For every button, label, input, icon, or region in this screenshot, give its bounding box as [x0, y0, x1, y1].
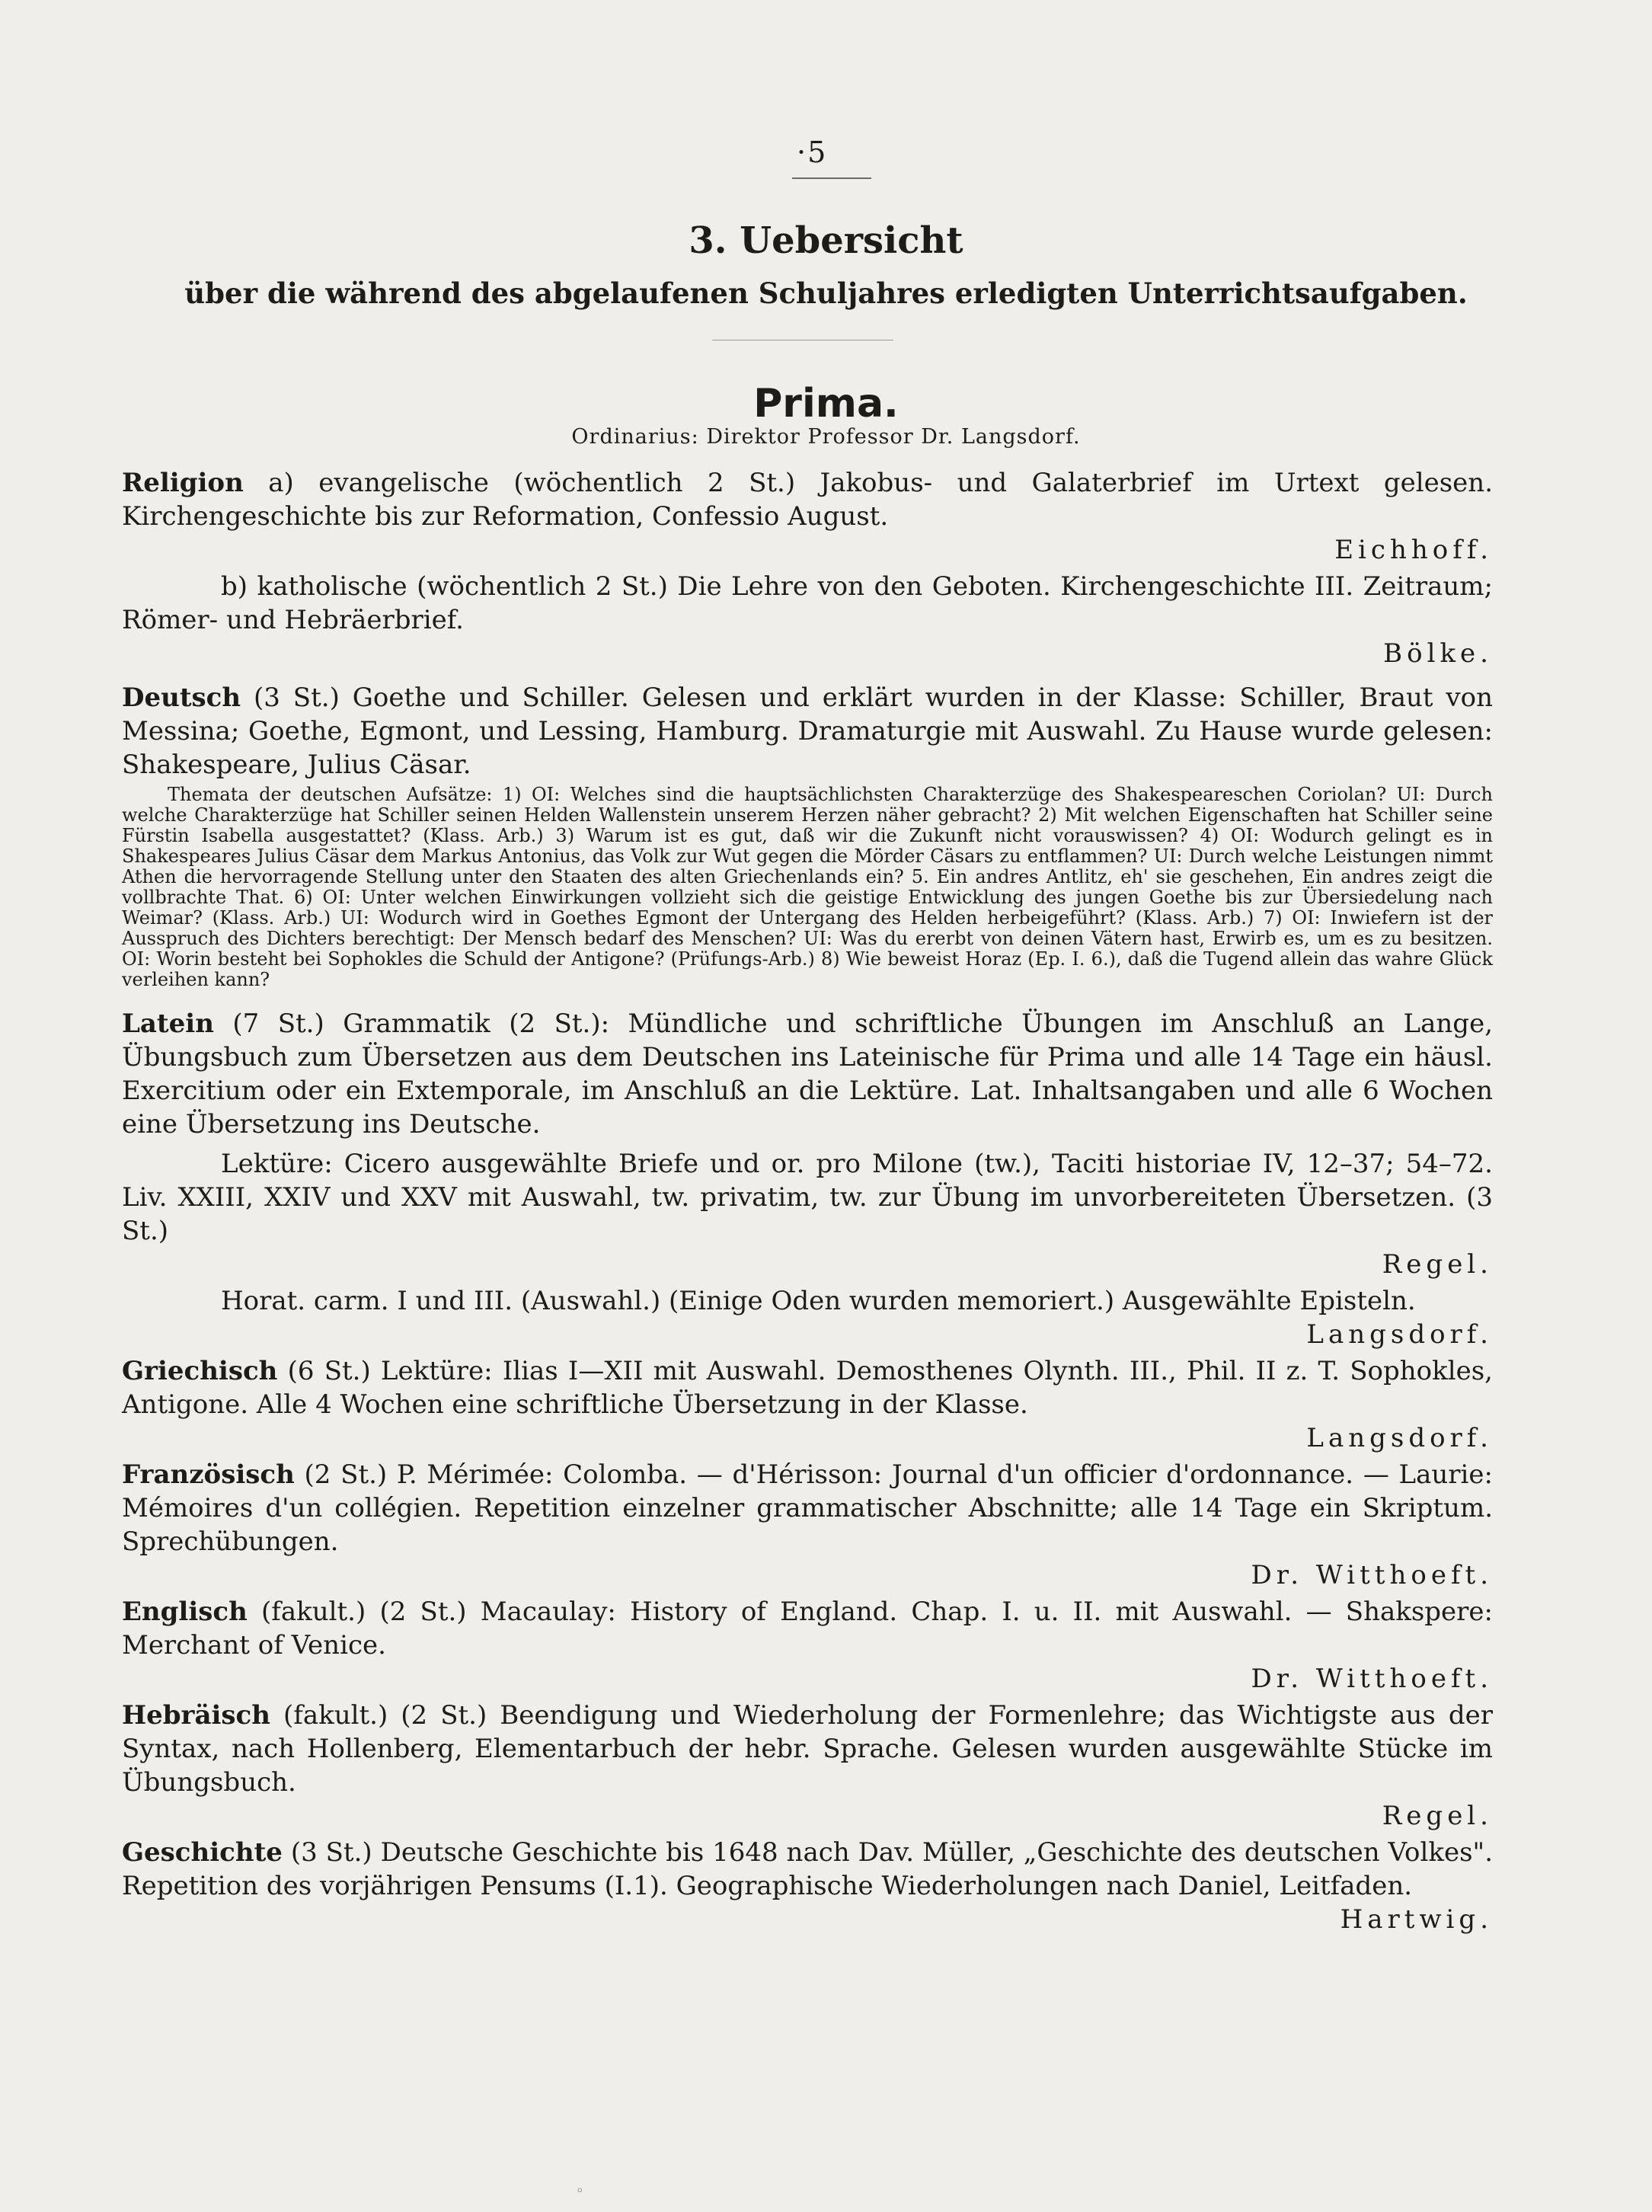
religion-a-teacher: Eichhoff. — [1334, 535, 1493, 565]
section-title: Prima. — [753, 381, 899, 427]
hebraeisch — [122, 1699, 1493, 1833]
geschichte-text: (3 St.) Deutsche Geschichte bis 1648 nach Dav. Müller, „Geschichte des deutschen Volkes". Repetition des vorjährigen Pensums (I.1). Geographische Wiederholungen nach Daniel, Leitfaden. — [122, 1837, 1494, 1901]
griechisch-teacher: Langsdorf. — [1306, 1423, 1493, 1453]
franzoesisch-text: (2 St.) P. Mérimée: Colomba. — d'Hérisson: Journal d'un officier d'ordonnance. — Laurie: Mémoires d'un collégien. Repetition einzelner grammatischer Abschnitte; alle 14 Tage ein Skriptum. Sprechübungen. — [122, 1459, 1493, 1557]
latein-grammatik-text: (7 St.) Grammatik (2 St.): Mündliche und schriftliche Übungen im Anschluß an Lange, Übungsbuch zum Übersetzen aus dem Deutschen ins Lateinische für Prima und alle 14 Tage ein häusl. Exercitium oder ein Extemporale, im Anschluß an die Lektüre. Lat. Inhaltsangaben und alle 6 Wochen eine Übersetzung ins Deutsche. — [122, 1009, 1493, 1140]
hebraeisch-text: (fakult.) (2 St.) Beendigung und Wiederholung der Formenlehre; das Wichtigste aus der Syntax, nach Hollenberg, Elementarbuch der hebr. Sprache. Gelesen wurden ausgewählte Stücke im Übungsbuch. — [122, 1700, 1493, 1798]
franzoesisch — [122, 1458, 1493, 1592]
latein-horat — [122, 1284, 1493, 1351]
latein-horat-text: Horat. carm. I und III. (Auswahl.) (Einige Oden wurden memoriert.) Ausgewählte Episteln. — [221, 1286, 1416, 1316]
latein-grammatik — [122, 1007, 1493, 1141]
top-rule — [792, 177, 871, 179]
englisch — [122, 1595, 1493, 1696]
hebraeisch-teacher: Regel. — [1382, 1801, 1493, 1831]
subject-hebraeisch: Hebräisch — [122, 1700, 270, 1731]
religion-b-teacher: Bölke. — [1383, 638, 1493, 669]
deutsch-themata: Themata der deutschen Aufsätze: 1) OI: Welches sind die hauptsächlichsten Charakterzüge des Shakespeareschen Coriolan? UI: Durch welche Charakterzüge hat Schiller seinen Helden Wallenstein unserem Herzen näher gebracht? 2) Mit welchen Eigenschaften hat Schiller seine Fürstin Isabella ausgestattet? (Klass. Arb.) 3) Warum ist es gut, daß wir die Zukunft nicht vorauswissen? 4) OI: Wodurch gelingt es in Shakespeares Julius Cäsar dem Markus Antonius, das Volk zur Wut gegen die Mörder Cäsars zu entflammen? UI: Durch welche Leistungen nimmt Athen die hervorragende Stellung unter den Staaten des alten Griechenlands ein? 5. Ein andres Antlitz, eh' sie geschehen, Ein andres zeigt die vollbrachte That. 6) OI: Unter welchen Einwirkungen vollzieht sich die geistige Entwicklung des jungen Goethe bis zur Übersiedelung nach Weimar? (Klass. Arb.) UI: Wodurch wird in Goethes Egmont der Untergang des Helden herbeigeführt? (Klass. Arb.) 7) OI: Inwiefern ist der Ausspruch des Dichters berechtigt: Der Mensch bedarf des Menschen? UI: Was du ererbt von deinen Vätern hast, Erwirb es, um es zu besitzen. OI: Worin besteht bei Sophokles die Schuld der Antigone? (Prüfungs-Arb.) 8) Wie beweist Horaz (Ep. I. 6.), daß die Tugend allein das wahre Glück verleihen kann? — [122, 784, 1493, 990]
subject-geschichte: Geschichte — [122, 1837, 283, 1868]
latein-horat-teacher: Langsdorf. — [1306, 1319, 1493, 1350]
ordinarius-line: Ordinarius: Direktor Professor Dr. Langsdorf. — [571, 425, 1081, 449]
subject-religion: Religion — [122, 468, 244, 498]
subject-latein: Latein — [122, 1009, 214, 1039]
latein-lektuere — [122, 1147, 1493, 1281]
griechisch — [122, 1354, 1493, 1455]
geschichte — [122, 1836, 1493, 1936]
footer-mark: ◦ — [576, 2183, 584, 2199]
religion-b-text: b) katholische (wöchentlich 2 St.) Die Lehre von den Geboten. Kirchengeschichte III. Zeitraum; Römer- und Hebräerbrief. — [122, 571, 1493, 635]
subject-englisch: Englisch — [122, 1597, 248, 1627]
deutsch-text: (3 St.) Goethe und Schiller. Gelesen und erklärt wurden in der Klasse: Schiller, Braut von Messina; Goethe, Egmont, und Lessing, Hamburg. Dramaturgie mit Auswahl. Zu Hause wurde gelesen: Shakespeare, Julius Cäsar. — [122, 682, 1493, 780]
heading-number: 3. Uebersicht — [689, 219, 963, 262]
religion-a — [122, 466, 1493, 567]
religion-a-text: a) evangelische (wöchentlich 2 St.) Jakobus- und Galaterbrief im Urtext gelesen. Kirchengeschichte bis zur Reformation, Confessio August. — [122, 468, 1493, 532]
geschichte-teacher: Hartwig. — [1340, 1904, 1493, 1935]
franzoesisch-teacher: Dr. Witthoeft. — [1251, 1560, 1493, 1590]
religion-b — [122, 570, 1493, 670]
latein-lektuere-teacher: Regel. — [1382, 1249, 1493, 1280]
englisch-text: (fakult.) (2 St.) Macaulay: History of England. Chap. I. u. II. mit Auswahl. — Shakspere: Merchant of Venice. — [122, 1597, 1493, 1661]
subject-franzoesisch: Französisch — [122, 1459, 295, 1490]
griechisch-text: (6 St.) Lektüre: Ilias I—XII mit Auswahl. Demosthenes Olynth. III., Phil. II z. T. Sophokles, Antigone. Alle 4 Wochen eine schriftliche Übersetzung in der Klasse. — [122, 1356, 1493, 1420]
heading-subtitle: über die während des abgelaufenen Schuljahres erledigten Unterrichtsaufgaben. — [184, 276, 1468, 310]
subject-griechisch: Griechisch — [122, 1356, 278, 1386]
subject-deutsch: Deutsch — [122, 682, 241, 713]
content — [122, 466, 1493, 1936]
englisch-teacher: Dr. Witthoeft. — [1251, 1664, 1493, 1694]
latein-lektuere-text: Lektüre: Cicero ausgewählte Briefe und or. pro Milone (tw.), Taciti historiae IV, 12–37; 54–72. Liv. XXIII, XXIV und XXV mit Auswahl, tw. privatim, tw. zur Übung im unvorbereiteten Übersetzen. (3 St.) — [122, 1149, 1493, 1246]
page-number: ·5 — [797, 136, 828, 169]
deutsch — [122, 681, 1493, 782]
